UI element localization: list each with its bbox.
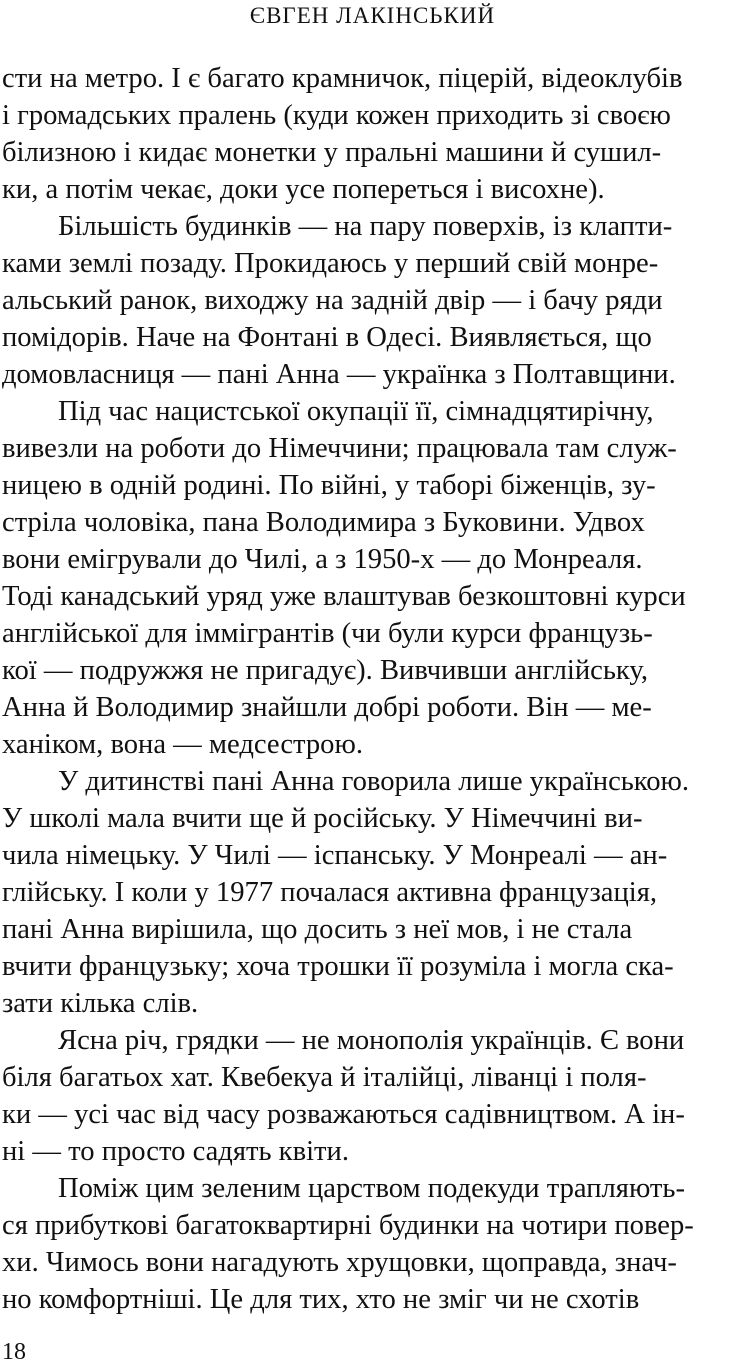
text-line: Під час нацистської окупації її, сімнадцятирічну, [58, 396, 654, 427]
text-line: англійської для іммігрантів (чи були курси французь- [2, 618, 653, 649]
text-line: глійську. І коли у 1977 почалася активна французація, [2, 877, 658, 908]
text-line: Більшість будинків — на пару поверхів, із клапти- [58, 211, 673, 242]
text-line: ки — усі час від часу розважаються садівництвом. А ін- [2, 1099, 685, 1130]
text-line: помідорів. Наче на Фонтані в Одесі. Виявляється, що [2, 322, 652, 353]
text-line: сти на метро. І є багато крамничок, піцерій, відеоклубів [2, 63, 683, 94]
text-line: У дитинстві пані Анна говорила лише українською. [58, 766, 690, 797]
text-line: ки, а потім чекає, доки усе попереться і висохне). [2, 174, 605, 205]
text-line: кої — подружжя не пригадує). Вивчивши англійську, [2, 655, 648, 686]
text-line: ницею в одній родині. По війні, у таборі біженців, зу- [2, 470, 656, 501]
text-line: Анна й Володимир знайшли добрі роботи. Він — ме- [2, 692, 652, 723]
text-line: вивезли на роботи до Німеччини; працювала там служ- [2, 433, 677, 464]
text-line: пані Анна вирішила, що досить з неї мов, і не стала [2, 914, 633, 945]
text-line: зати кілька слів. [2, 988, 199, 1019]
page-number: 18 [2, 1339, 26, 1365]
text-line: Ясна річ, грядки — не монополія українців. Є вони [58, 1025, 685, 1056]
text-line: ні — то просто садять квіти. [2, 1136, 349, 1167]
text-line: Тоді канадський уряд уже влаштував безкоштовні курси [2, 581, 686, 612]
text-line: ками землі позаду. Прокидаюсь у перший свій монре- [2, 248, 659, 279]
text-line: стріла чоловіка, пана Володимира з Буковини. Удвох [2, 507, 645, 538]
text-line: вчити французьку; хоча трошки її розуміла і могла ска- [2, 951, 674, 982]
text-line: ся прибуткові багатоквартирні будинки на чотири повер- [2, 1210, 694, 1241]
text-line: домовласниця — пані Анна — українка з Полтавщини. [2, 359, 676, 390]
text-line: хи. Чимось вони нагадують хрущовки, щоправда, знач- [2, 1247, 677, 1278]
text-line: чила німецьку. У Чилі — іспанську. У Монреалі — ан- [2, 840, 668, 871]
body-text [2, 60, 745, 1318]
text-line: У школі мала вчити ще й російську. У Німеччині ви- [2, 803, 643, 834]
text-line: біля багатьох хат. Квебекуа й італійці, ліванці і поля- [2, 1062, 647, 1093]
running-head: ЄВГЕН ЛАКІНСЬКИЙ [249, 3, 496, 28]
text-line: ханіком, вона — медсестрою. [2, 729, 363, 760]
text-line: і громадських пралень (куди кожен приходить зі своєю [2, 100, 671, 131]
text-line: Поміж цим зеленим царством подекуди трапляють- [58, 1173, 685, 1204]
text-line: вони емігрували до Чилі, а з 1950-х — до Монреаля. [2, 544, 643, 575]
text-line: білизною і кидає монетки у пральні машини й сушил- [2, 137, 662, 168]
text-line: альський ранок, виходжу на задній двір — і бачу ряди [2, 285, 663, 316]
text-line: но комфортніші. Це для тих, хто не зміг чи не схотів [2, 1284, 640, 1315]
